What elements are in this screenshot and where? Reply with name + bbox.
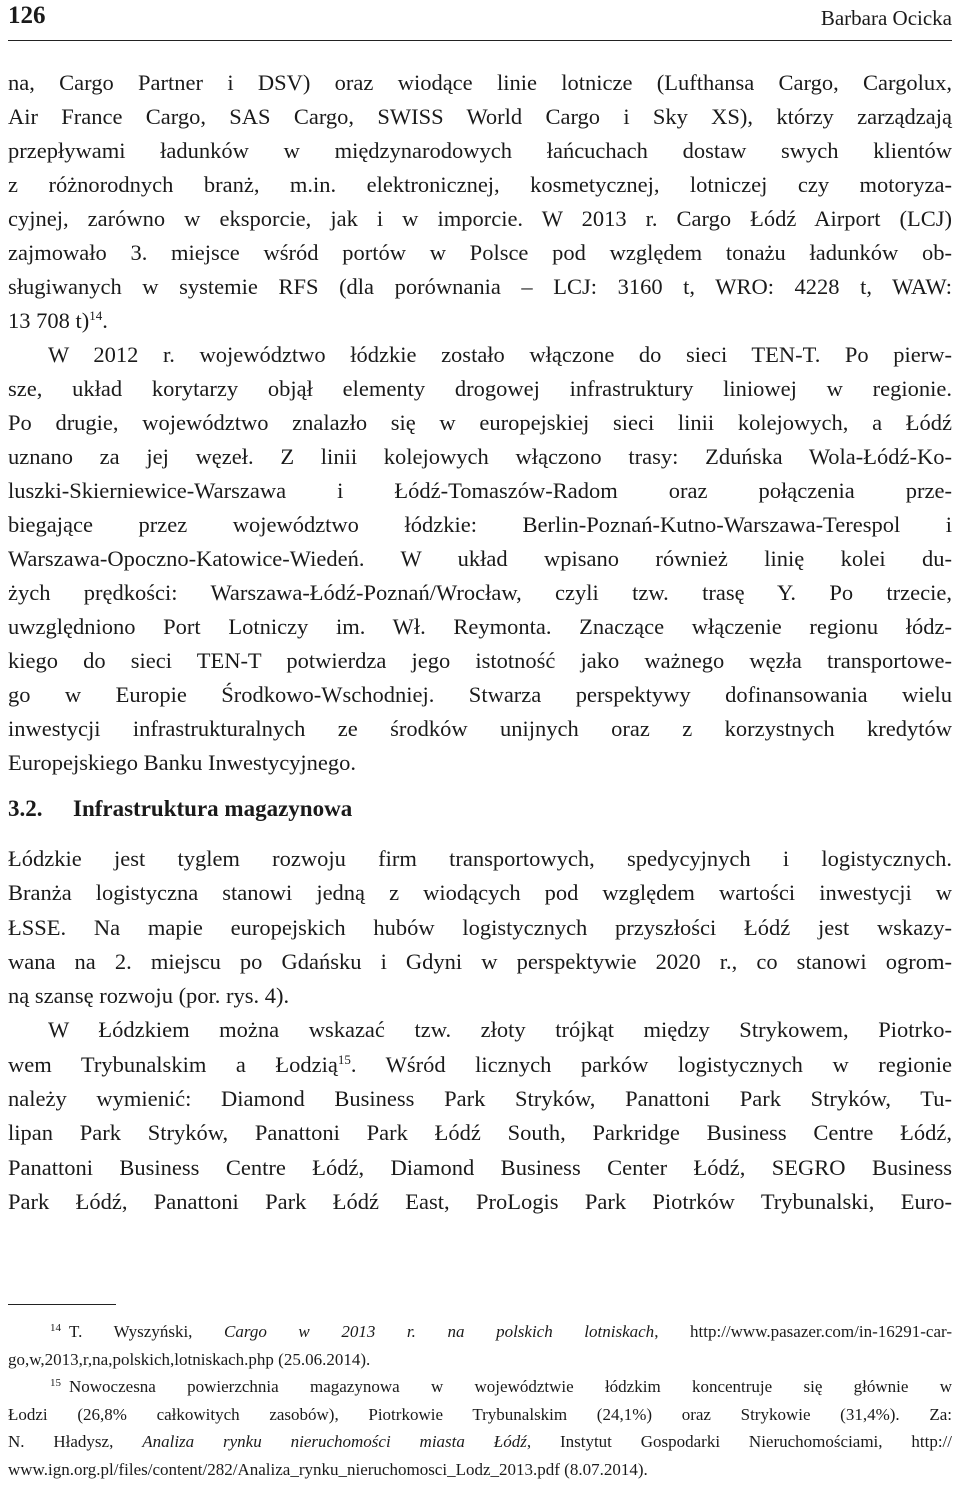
text-line: Warszawa-Opoczno-Katowice-Wiedeń. W układ wpisano również linię kolei du- <box>8 546 952 571</box>
footnote-ref-14[interactable]: 14 <box>89 308 103 323</box>
paragraph-4 <box>8 1013 952 1219</box>
footnote-text[interactable]: , http://www.pasazer.com/in-16291-car- <box>654 1322 952 1341</box>
footnote-line[interactable]: www.ign.org.pl/files/content/282/Analiza_rynku_nieruchomosci_Lodz_2013.pdf (8.07.2014). <box>8 1459 648 1479</box>
footnote-text[interactable]: , Instytut Gospodarki Nieruchomościami, http:// <box>526 1432 953 1451</box>
text-fragment: . <box>102 308 108 333</box>
page-number: 126 <box>8 2 46 29</box>
text-line: należy wymienić: Diamond Business Park Stryków, Panattoni Park Stryków, Tu- <box>8 1086 952 1112</box>
footnote-text: Nowoczesna powierzchnia magazynowa w województwie łódzkim koncentruje się głównie w <box>69 1377 952 1396</box>
text-line: sługiwanych w systemie RFS (dla porównania – LCJ: 3160 t, WRO: 4228 t, WAW: <box>8 274 952 299</box>
text-line: żych prędkości: Warszawa-Łódź-Poznań/Wrocław, czyli tzw. trasę Y. Po trzecie, <box>8 580 952 605</box>
page-header <box>8 0 952 41</box>
text-line: Air France Cargo, SAS Cargo, SWISS World Cargo i Sky XS), którzy zarządzają <box>8 104 952 129</box>
section-title: Infrastruktura magazynowa <box>73 796 353 821</box>
text-fragment: 13 708 t) <box>8 308 90 333</box>
footnote-title: Cargo w 2013 r. na polskich lotniskach <box>224 1322 655 1341</box>
text-line: na, Cargo Partner i DSV) oraz wiodące linie lotnicze (Lufthansa Cargo, Cargolux, <box>8 70 952 95</box>
text-line: ŁSSE. Na mapie europejskich hubów logistycznych przyszłości Łódź jest wskazy- <box>8 914 952 940</box>
section-number: 3.2. <box>8 796 43 821</box>
text-line: luszki-Skierniewice-Warszawa i Łódź-Tomaszów-Radom oraz połączenia prze- <box>8 478 952 503</box>
text-line: biegające przez województwo łódzkie: Berlin-Poznań-Kutno-Warszawa-Terespol i <box>8 512 952 537</box>
text-line: kiego do sieci TEN-T potwierdza jego istotność jako ważnego węzła transportowe- <box>8 648 952 673</box>
footnote-separator <box>8 1304 116 1305</box>
paragraph-3 <box>8 842 952 1013</box>
text-line: ną szansę rozwoju (por. rys. 4). <box>8 983 290 1009</box>
footnote-mark: 14 <box>50 1322 61 1334</box>
paragraph-1 <box>8 66 952 338</box>
footnote-line: Łodzi (26,8% całkowitych zasobów), Piotrkowie Trybunalskim (24,1%) oraz Strykowie (31,4%). Za: <box>8 1404 952 1424</box>
footnote-14 <box>8 1318 952 1373</box>
text-line: Branża logistyczna stanowi jedną z wiodących pod względem wartości inwestycji w <box>8 880 952 906</box>
text-line: Łódzkie jest tyglem rozwoju firm transportowych, spedycyjnych i logistycznych. <box>8 846 952 871</box>
footnote-title: Analiza rynku nieruchomości miasta Łódź <box>142 1432 527 1451</box>
footnote-ref-15[interactable]: 15 <box>337 1051 351 1067</box>
text-line: go w Europie Środkowo-Wschodniej. Stwarza perspektywy dofinansowania wielu <box>8 682 952 707</box>
text-line: z różnorodnych branż, m.in. elektronicznej, kosmetycznej, lotniczej czy motoryza- <box>8 172 952 197</box>
text-line: Park Łódź, Panattoni Park Łódź East, ProLogis Park Piotrków Trybunalski, Euro- <box>8 1188 952 1214</box>
text-line: Europejskiego Banku Inwestycyjnego. <box>8 750 357 775</box>
footnote-author: N. Hładysz, <box>8 1432 143 1451</box>
footnote-line[interactable]: go,w,2013,r,na,polskich,lotniskach.php (25.06.2014). <box>8 1349 371 1369</box>
footnote-mark: 15 <box>50 1377 61 1389</box>
paragraph-2 <box>8 338 952 780</box>
footnote-line <box>8 1428 952 1456</box>
text-line: wana na 2. miejscu po Gdańsku i Gdyni w perspektywie 2020 r., co stanowi ogrom- <box>8 948 952 974</box>
text-line: zajmowało 3. miejsce wśród portów w Polsce pod względem tonażu ładunków ob- <box>8 240 952 265</box>
footnote-15 <box>8 1373 952 1483</box>
text-line <box>8 1048 952 1082</box>
text-line: inwestycji infrastrukturalnych ze środków unijnych oraz z korzystnych kredytów <box>8 716 952 741</box>
text-line: uwzględniono Port Lotniczy im. Wł. Reymonta. Znaczące włączenie regionu łódz- <box>8 614 952 639</box>
text-line: sze, układ korytarzy objął elementy drogowej infrastruktury liniowej w regionie. <box>8 376 952 401</box>
text-line: przepływami ładunków w międzynarodowych łańcuchach dostaw swych klientów <box>8 138 952 163</box>
body-text <box>8 66 952 780</box>
footnotes <box>8 1318 952 1483</box>
running-head-author: Barbara Ocicka <box>820 6 952 30</box>
text-line: cyjnej, zarówno w eksporcie, jak i w imporcie. W 2013 r. Cargo Łódź Airport (LCJ) <box>8 206 952 231</box>
footnote-line <box>8 1373 952 1401</box>
text-line: Po drugie, województwo znalazło się w europejskiej sieci linii kolejowych, a Łódź <box>8 410 952 435</box>
section-heading <box>8 792 952 828</box>
text-line: W 2012 r. województwo łódzkie zostało włączone do sieci TEN-T. Po pierw- <box>48 342 952 367</box>
footnote-author: T. Wyszyński, <box>69 1322 225 1341</box>
text-line <box>8 304 952 338</box>
text-fragment: wem Trybunalskim a Łodzią <box>8 1051 338 1077</box>
text-fragment: . Wśród licznych parków logistycznych w regionie <box>350 1051 952 1077</box>
text-line: lipan Park Stryków, Panattoni Park Łódź South, Parkridge Business Centre Łódź, <box>8 1120 952 1146</box>
section-body-text <box>8 842 952 1219</box>
text-line: uznano za jej węzeł. Z linii kolejowych włączono trasy: Zduńska Wola-Łódź-Ko- <box>8 444 952 469</box>
text-line: Panattoni Business Centre Łódź, Diamond Business Center Łódź, SEGRO Business <box>8 1154 952 1180</box>
text-line: W Łódzkiem można wskazać tzw. złoty trójkąt między Strykowem, Piotrko- <box>48 1017 952 1043</box>
footnote-line <box>8 1318 952 1346</box>
